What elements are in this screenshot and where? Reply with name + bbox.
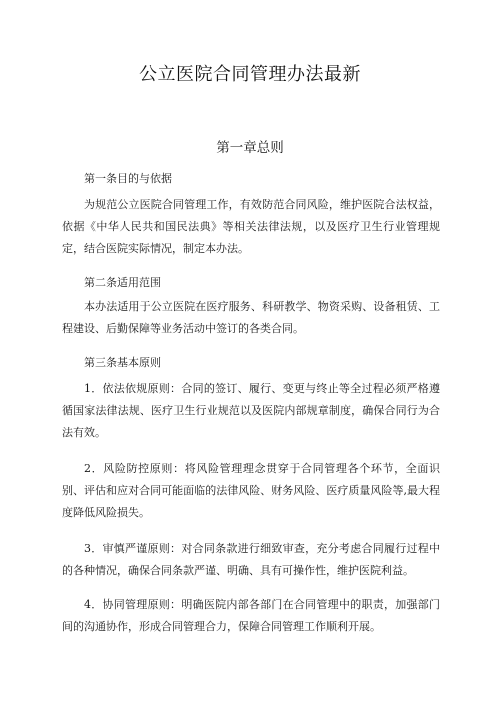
section-heading: 第三条基本原则 — [84, 356, 161, 369]
document-title: 公立医院合同管理办法最新 — [139, 64, 361, 85]
section-heading: 第一条目的与依据 — [84, 172, 172, 185]
chapter-title: 第一章总则 — [216, 140, 284, 156]
paragraph: 1．依法依规原则：合同的签订、履行、变更与终止等全过程必须严格遵循国家法律法规、医疗卫生行业规范以及医院内部规章制度，确保合同行为合法有效。 — [62, 382, 440, 439]
paragraph: 为规范公立医院合同管理工作，有效防范合同风险，维护医院合法权益，依据《中华人民共和国民法典》等相关法律法规，以及医疗卫生行业管理规定，结合医院实际情况，制定本办法。 — [62, 198, 440, 255]
paragraph: 4．协同管理原则：明确医院内部各部门在合同管理中的职责，加强部门间的沟通协作，形成合同管理合力，保障合同管理工作顺利开展。 — [62, 598, 440, 633]
paragraph: 本办法适用于公立医院在医疗服务、科研教学、物资采购、设备租赁、工程建设、后勤保障等业务活动中签订的各类合同。 — [62, 300, 440, 335]
section-heading: 第二条适用范围 — [84, 276, 161, 289]
paragraph: 2．风险防控原则：将风险管理理念贯穿于合同管理各个环节，全面识别、评估和应对合同可能面临的法律风险、财务风险、医疗质量风险等,最大程度降低风险损失。 — [62, 462, 440, 519]
paragraph: 3．审慎严谨原则：对合同条款进行细致审查，充分考虑合同履行过程中的各种情况，确保合同条款严谨、明确、具有可操作性，维护医院利益。 — [62, 542, 440, 577]
